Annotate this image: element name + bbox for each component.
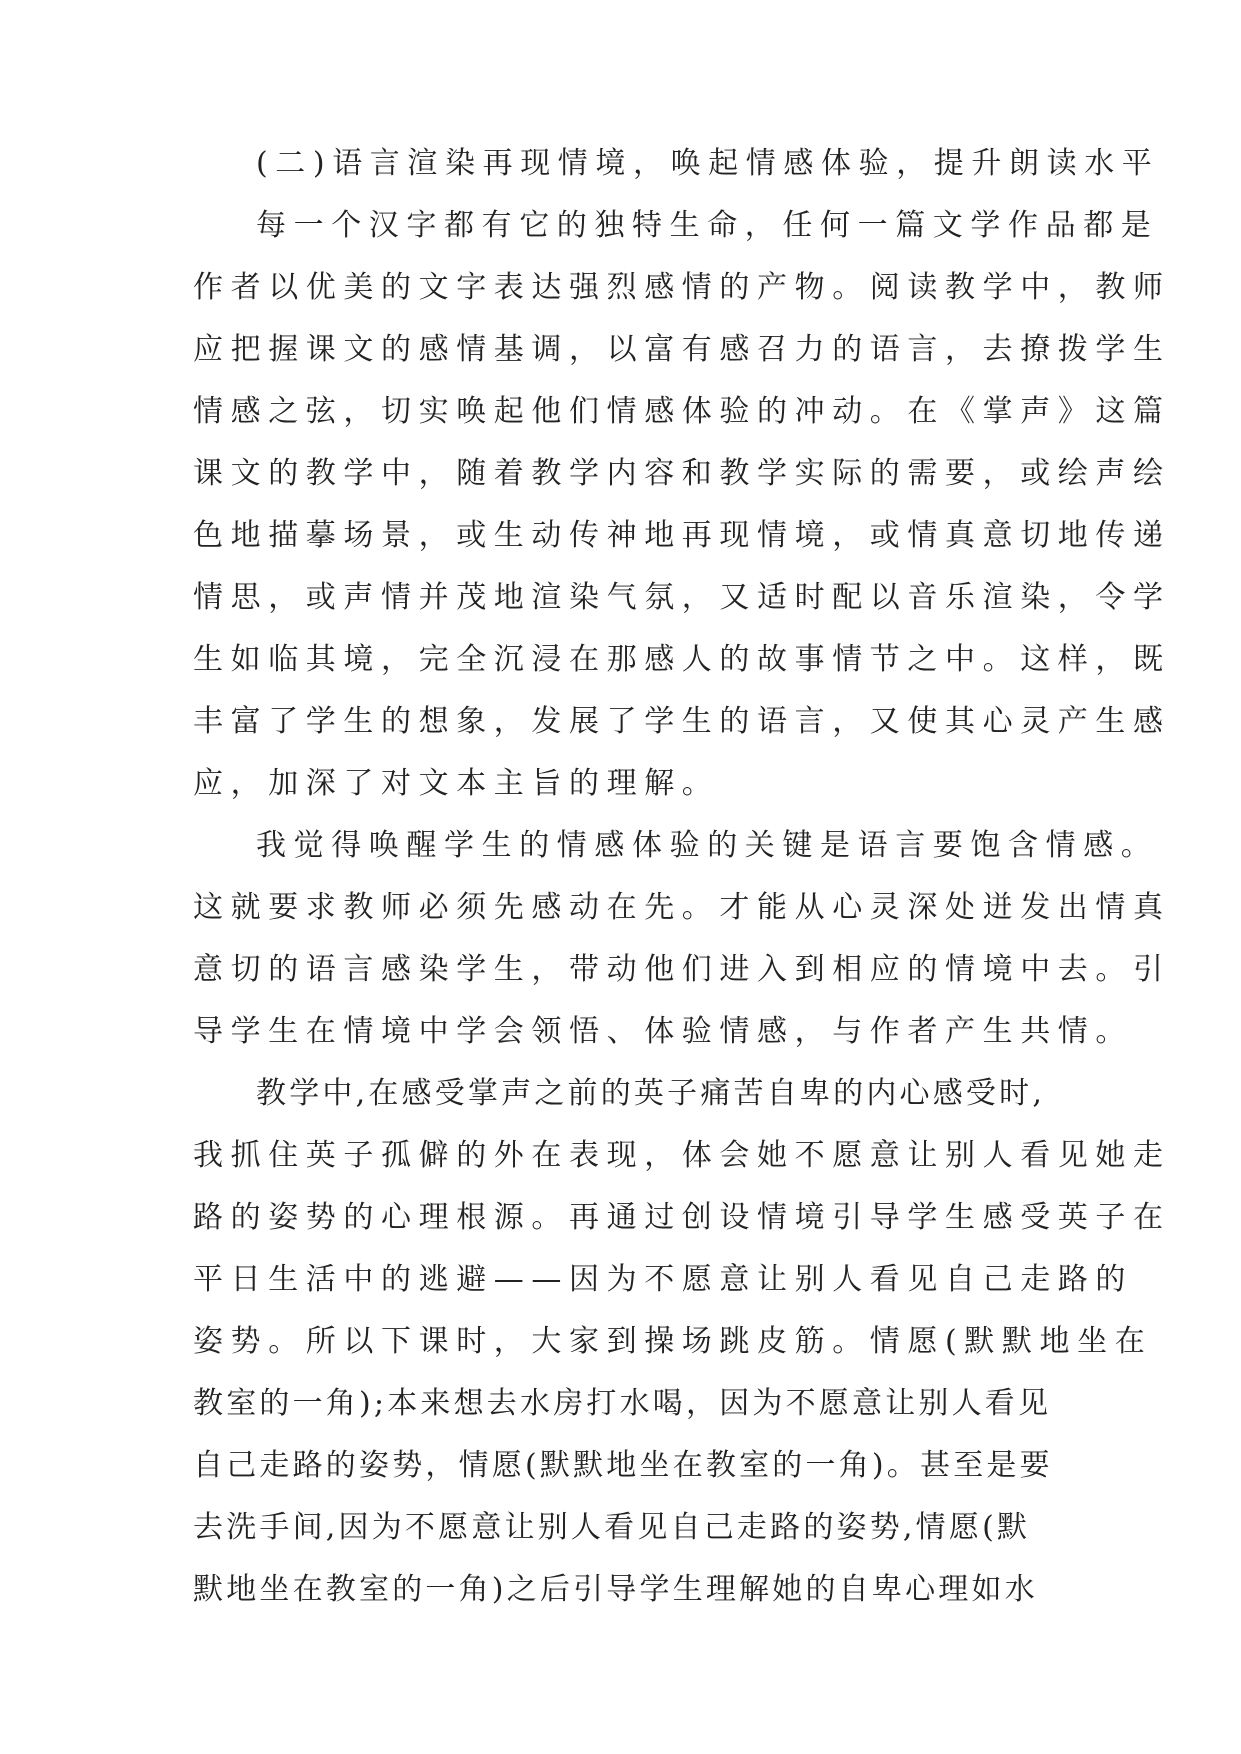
paragraph-line: 应把握课文的感情基调，以富有感召力的语言，去撩拨学生 [193, 332, 1171, 367]
paragraph-line: 意切的语言感染学生，带动他们进入到相应的情境中去。引 [193, 952, 1171, 987]
paragraph-line: 丰富了学生的想象，发展了学生的语言，又使其心灵产生感 [193, 704, 1171, 739]
section-heading: (二)语言渲染再现情境，唤起情感体验，提升朗读水平 [256, 146, 1160, 181]
paragraph-line: 我抓住英子孤僻的外在表现，体会她不愿意让别人看见她走 [193, 1138, 1171, 1173]
paragraph-line: 生如临其境，完全沉浸在那感人的故事情节之中。这样，既 [193, 642, 1171, 677]
paragraph-line: 每一个汉字都有它的独特生命，任何一篇文学作品都是 [256, 208, 1159, 243]
paragraph-line: 教室的一角);本来想去水房打水喝，因为不愿意让别人看见 [193, 1386, 1052, 1421]
paragraph-line: 这就要求教师必须先感动在先。才能从心灵深处迸发出情真 [193, 890, 1171, 925]
paragraph-line: 情思，或声情并茂地渲染气氛，又适时配以音乐渲染，令学 [193, 580, 1171, 615]
paragraph-line: 默地坐在教室的一角)之后引导学生理解她的自卑心理如水 [193, 1572, 1038, 1607]
paragraph-line: 去洗手间,因为不愿意让别人看见自己走路的姿势,情愿(默 [193, 1510, 1031, 1545]
paragraph-line: 导学生在情境中学会领悟、体验情感，与作者产生共情。 [193, 1014, 1133, 1049]
paragraph-line: 课文的教学中，随着教学内容和教学实际的需要，或绘声绘 [193, 456, 1171, 491]
paragraph-line: 教学中,在感受掌声之前的英子痛苦自卑的内心感受时, [256, 1076, 1046, 1111]
paragraph-line: 我觉得唤醒学生的情感体验的关键是语言要饱含情感。 [256, 828, 1159, 863]
paragraph-line: 作者以优美的文字表达强烈感情的产物。阅读教学中，教师 [193, 270, 1171, 305]
paragraph-line: 应，加深了对文本主旨的理解。 [193, 766, 720, 801]
paragraph-line: 姿势。所以下课时，大家到操场跳皮筋。情愿(默默地坐在 [193, 1324, 1153, 1359]
paragraph-line: 平日生活中的逃避——因为不愿意让别人看见自己走路的 [193, 1262, 1133, 1297]
paragraph-line: 情感之弦，切实唤起他们情感体验的冲动。在《掌声》这篇 [193, 394, 1171, 429]
paragraph-line: 自己走路的姿势，情愿(默默地坐在教室的一角)。甚至是要 [193, 1448, 1053, 1483]
paragraph-line: 路的姿势的心理根源。再通过创设情境引导学生感受英子在 [193, 1200, 1171, 1235]
paragraph-line: 色地描摹场景，或生动传神地再现情境，或情真意切地传递 [193, 518, 1171, 553]
